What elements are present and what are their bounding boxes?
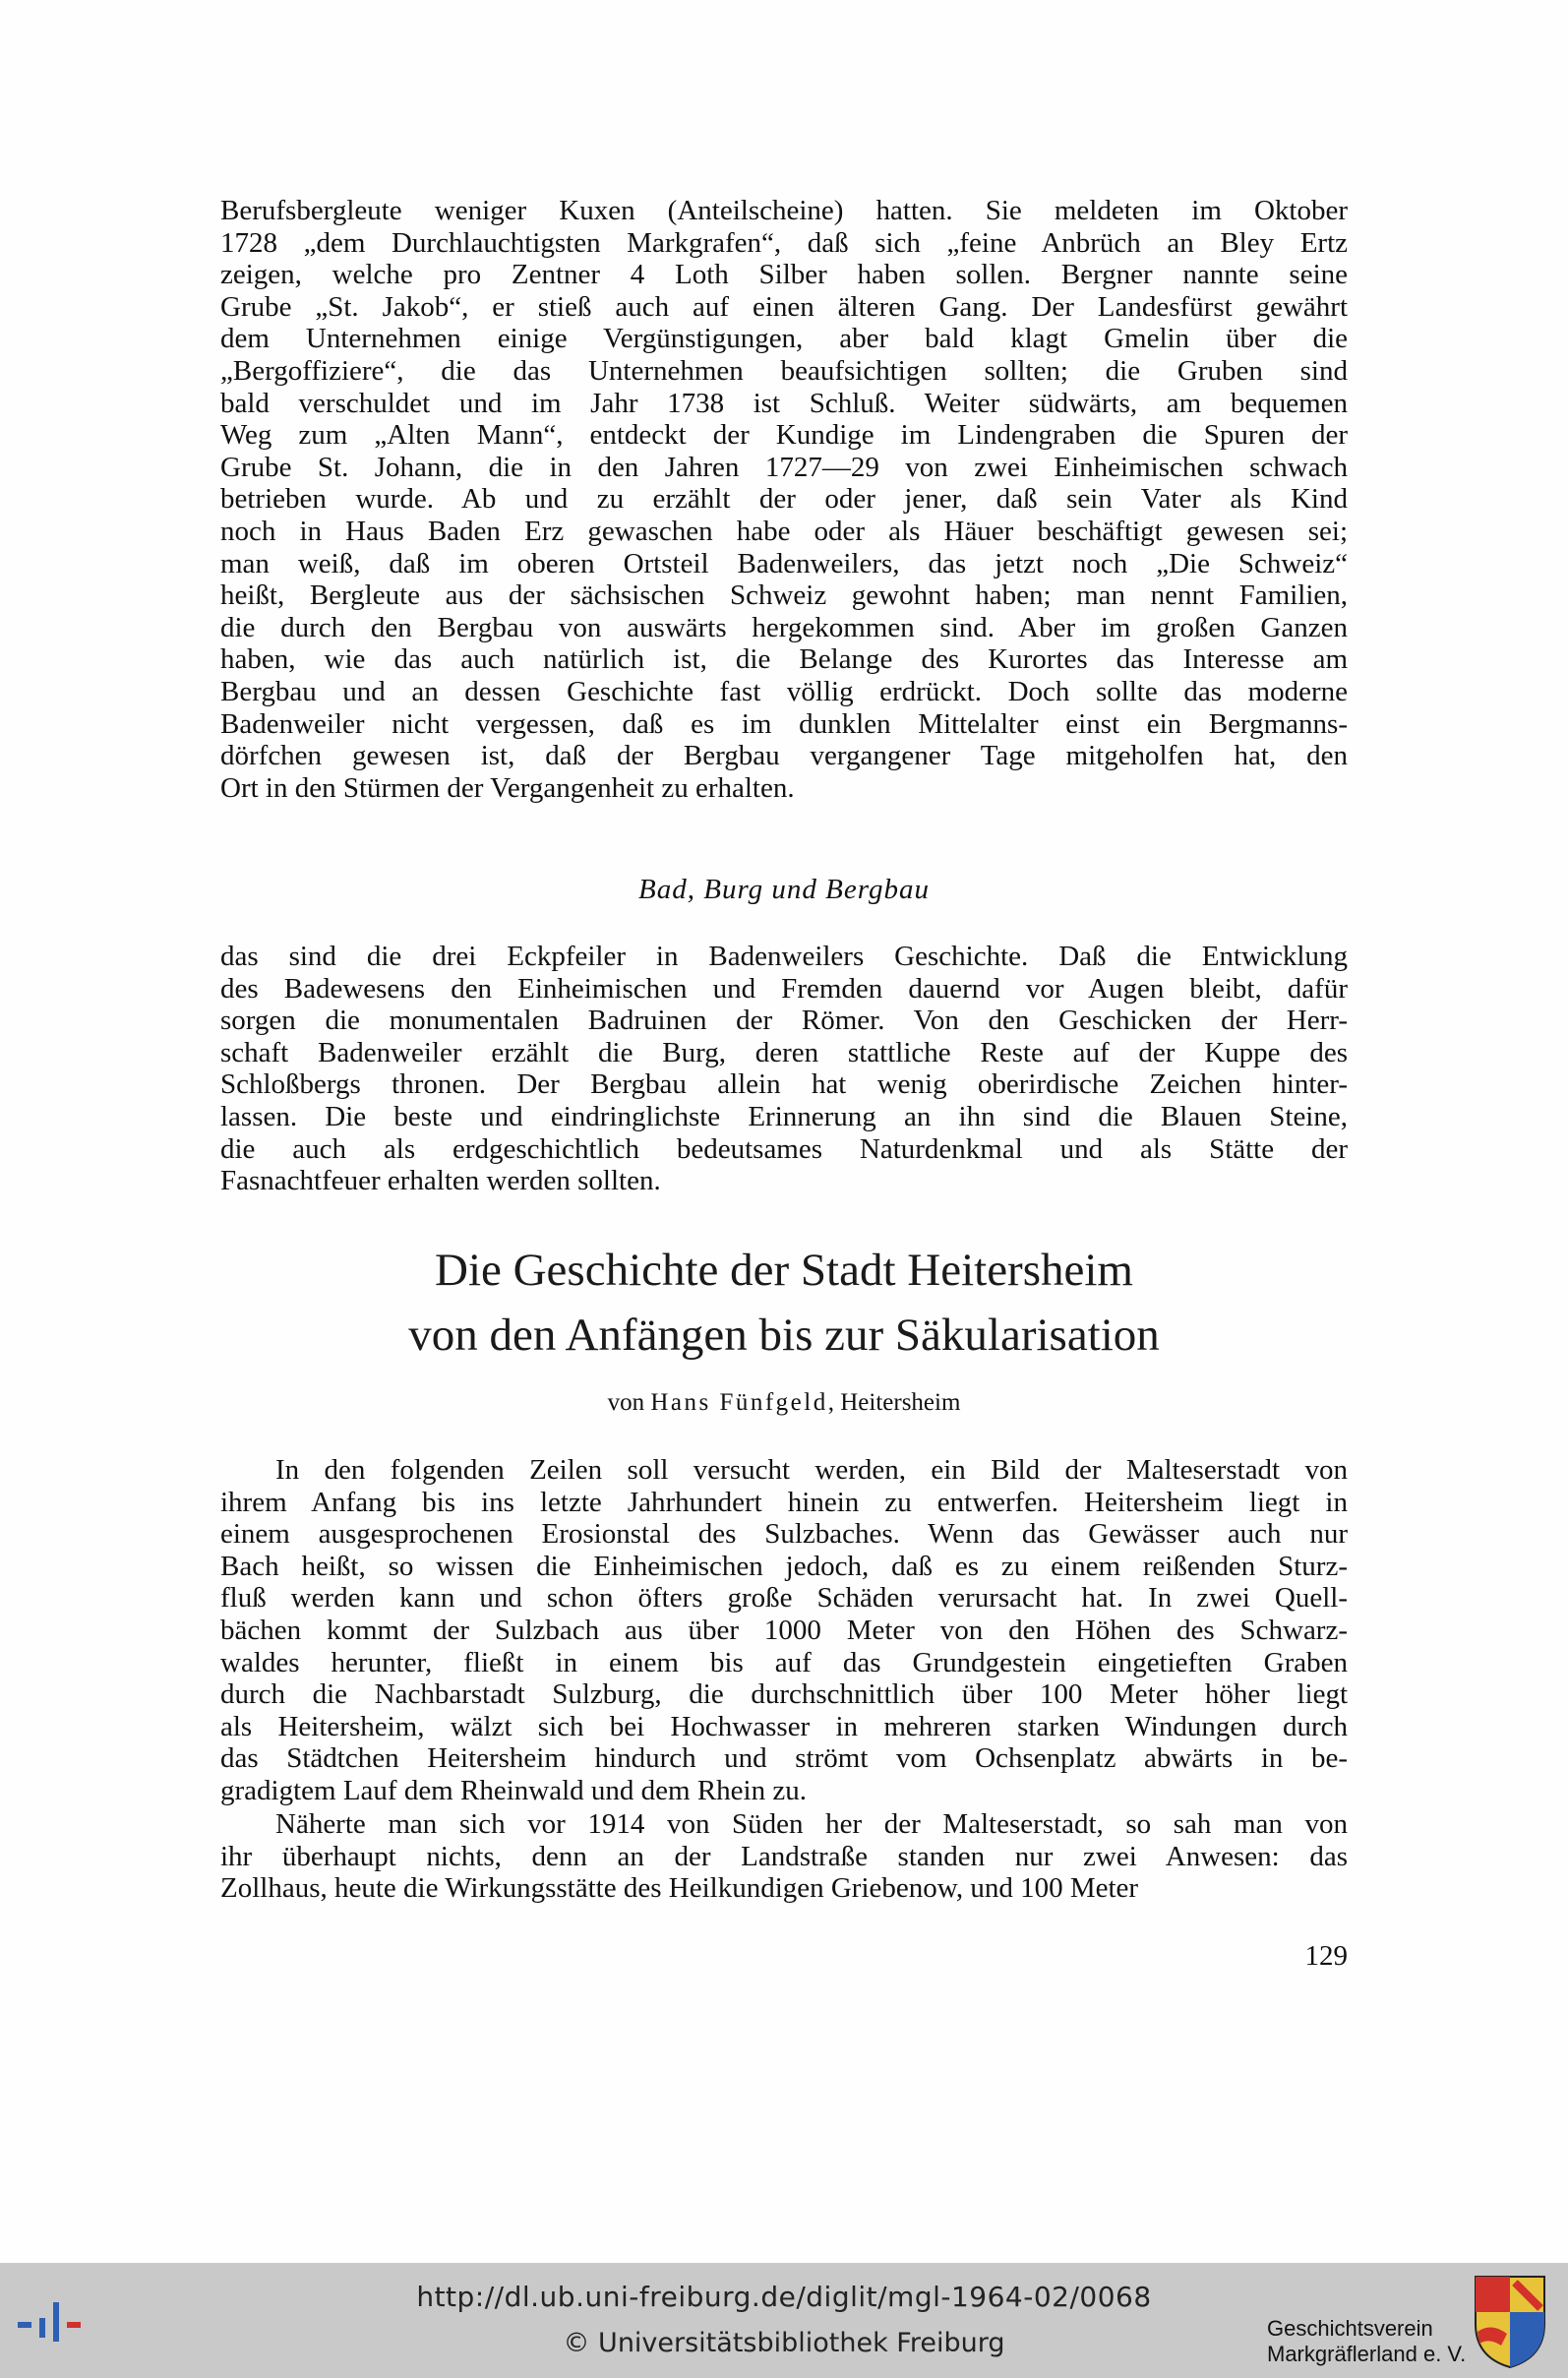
viewer-footer xyxy=(0,2263,1568,2378)
text-line: Näherte man sich vor 1914 von Süden her der Malteserstadt, so sah man von xyxy=(275,1808,1348,1840)
text-line: 1728 „dem Durchlauchtigsten Markgrafen“, daß sich „feine Anbrüch an Bley Ertz xyxy=(220,226,1348,259)
copyright-notice: © Universitätsbibliothek Freiburg xyxy=(563,2328,1005,2358)
text-line: dem Unternehmen einige Vergünstigungen, aber bald klagt Gmelin über die xyxy=(220,323,1348,355)
text-line: In den folgenden Zeilen soll versucht werden, ein Bild der Malteserstadt von xyxy=(275,1454,1348,1486)
text-line: Ort in den Stürmen der Vergangenheit zu erhalten. xyxy=(220,771,795,804)
text-line: Fasnachtfeuer erhalten werden sollten. xyxy=(220,1165,661,1197)
society-name xyxy=(1267,2316,1466,2367)
article-byline xyxy=(0,1389,1568,1417)
article-title-line-2: von den Anfängen bis zur Säkularisation xyxy=(408,1310,1160,1361)
article-title xyxy=(0,1238,1568,1368)
society-name-line-1: Geschichtsverein xyxy=(1267,2316,1433,2341)
coat-of-arms-icon xyxy=(1472,2273,1548,2369)
text-line: die durch den Bergbau von auswärts hergekommen sind. Aber im großen Ganzen xyxy=(220,611,1348,643)
text-line: Berufsbergleute weniger Kuxen (Anteilscheine) hatten. Sie meldeten im Oktober xyxy=(220,195,1348,226)
text-line: Bach heißt, so wissen die Einheimischen jedoch, daß es zu einem reißenden Sturz- xyxy=(220,1550,1348,1582)
text-line: waldes herunter, fließt in einem bis auf das Grundgestein eingetieften Graben xyxy=(220,1646,1348,1678)
text-line: sorgen die monumentalen Badruinen der Römer. Von den Geschicken der Herr- xyxy=(220,1005,1348,1037)
byline-author: Hans Fünfgeld xyxy=(650,1389,828,1416)
text-line: Grube „St. Jakob“, er stieß auch auf einen älteren Gang. Der Landesfürst gewährt xyxy=(220,290,1348,323)
text-line: Bergbau und an dessen Geschichte fast völlig erdrückt. Doch sollte das moderne xyxy=(220,675,1348,707)
paragraph-bergbau-history xyxy=(220,195,1348,804)
text-line: zeigen, welche pro Zentner 4 Loth Silber haben sollen. Bergner nannte seine xyxy=(220,259,1348,291)
text-line: Weg zum „Alten Mann“, entdeckt der Kundige im Lindengraben die Spuren der xyxy=(220,419,1348,452)
byline-prefix: von xyxy=(607,1389,645,1416)
text-line: als Heitersheim, wälzt sich bei Hochwasser in mehreren starken Windungen durch xyxy=(220,1710,1348,1742)
society-name-line-2: Markgräflerland e. V. xyxy=(1267,2342,1467,2366)
text-line: dörfchen gewesen ist, daß der Bergbau vergangener Tage mitgeholfen hat, den xyxy=(220,740,1348,772)
text-line: haben, wie das auch natürlich ist, die Belange des Kurortes das Interesse am xyxy=(220,643,1348,676)
paragraph-bad-burg-bergbau xyxy=(220,941,1348,1197)
text-line: ihrem Anfang bis ins letzte Jahrhundert hinein zu entwerfen. Heitersheim liegt in xyxy=(220,1486,1348,1518)
text-line: das sind die drei Eckpfeiler in Badenweilers Geschichte. Daß die Entwicklung xyxy=(220,941,1348,972)
text-line: fluß werden kann und schon öfters große Schäden verursacht hat. In zwei Quell- xyxy=(220,1582,1348,1615)
text-line: lassen. Die beste und eindringlichste Erinnerung an ihn sind die Blauen Steine, xyxy=(220,1100,1348,1132)
text-line: betrieben wurde. Ab und zu erzählt der oder jener, daß sein Vater als Kind xyxy=(220,483,1348,516)
text-line: Schloßbergs thronen. Der Bergbau allein hat wenig oberirdische Zeichen hinter- xyxy=(220,1068,1348,1101)
text-line: die auch als erdgeschichtlich bedeutsames Naturdenkmal und als Stätte der xyxy=(220,1132,1348,1165)
document-url-link[interactable]: http://dl.ub.uni-freiburg.de/diglit/mgl-1964-02/0068 xyxy=(416,2281,1152,2313)
text-line: Zollhaus, heute die Wirkungsstätte des Heilkundigen Griebenow, und 100 Meter xyxy=(220,1872,1139,1905)
text-line: heißt, Bergleute aus der sächsischen Schweiz gewohnt haben; man nennt Familien, xyxy=(220,579,1348,612)
text-line: durch die Nachbarstadt Sulzburg, die durchschnittlich über 100 Meter höher liegt xyxy=(220,1678,1348,1711)
page-number: 129 xyxy=(1304,1940,1348,1972)
text-line: man weiß, daß im oberen Ortsteil Badenweilers, das jetzt noch „Die Schweiz“ xyxy=(220,547,1348,579)
text-line: bächen kommt der Sulzbach aus über 1000 Meter von den Höhen des Schwarz- xyxy=(220,1614,1348,1646)
paragraph-heitersheim-approach xyxy=(220,1808,1348,1905)
text-line: einem ausgesprochenen Erosionstal des Sulzbaches. Wenn das Gewässer auch nur xyxy=(220,1518,1348,1551)
text-line: Grube St. Johann, die in den Jahren 1727—29 von zwei Einheimischen schwach xyxy=(220,451,1348,483)
text-line: des Badewesens den Einheimischen und Fremden dauernd vor Augen bleibt, dafür xyxy=(220,972,1348,1005)
paragraph-heitersheim-intro xyxy=(220,1454,1348,1807)
text-line: das Städtchen Heitersheim hindurch und strömt vom Ochsenplatz abwärts in be- xyxy=(220,1742,1348,1775)
text-line: gradigtem Lauf dem Rheinwald und dem Rhein zu. xyxy=(220,1774,807,1806)
text-line: ihr überhaupt nichts, denn an der Landstraße standen nur zwei Anwesen: das xyxy=(220,1840,1348,1872)
text-line: noch in Haus Baden Erz gewaschen habe oder als Häuer beschäftigt gewesen sei; xyxy=(220,515,1348,547)
text-line: bald verschuldet und im Jahr 1738 ist Schluß. Weiter südwärts, am bequemen xyxy=(220,387,1348,419)
text-line: Badenweiler nicht vergessen, daß es im dunklen Mittelalter einst ein Bergmanns- xyxy=(220,707,1348,740)
byline-place: , Heitersheim xyxy=(827,1389,961,1416)
text-line: „Bergoffiziere“, die das Unternehmen beaufsichtigen sollten; die Gruben sind xyxy=(220,354,1348,387)
section-heading: Bad, Burg und Bergbau xyxy=(638,874,930,905)
article-title-line-1: Die Geschichte der Stadt Heitersheim xyxy=(435,1245,1133,1296)
text-line: schaft Badenweiler erzählt die Burg, deren stattliche Reste auf der Kuppe des xyxy=(220,1036,1348,1068)
